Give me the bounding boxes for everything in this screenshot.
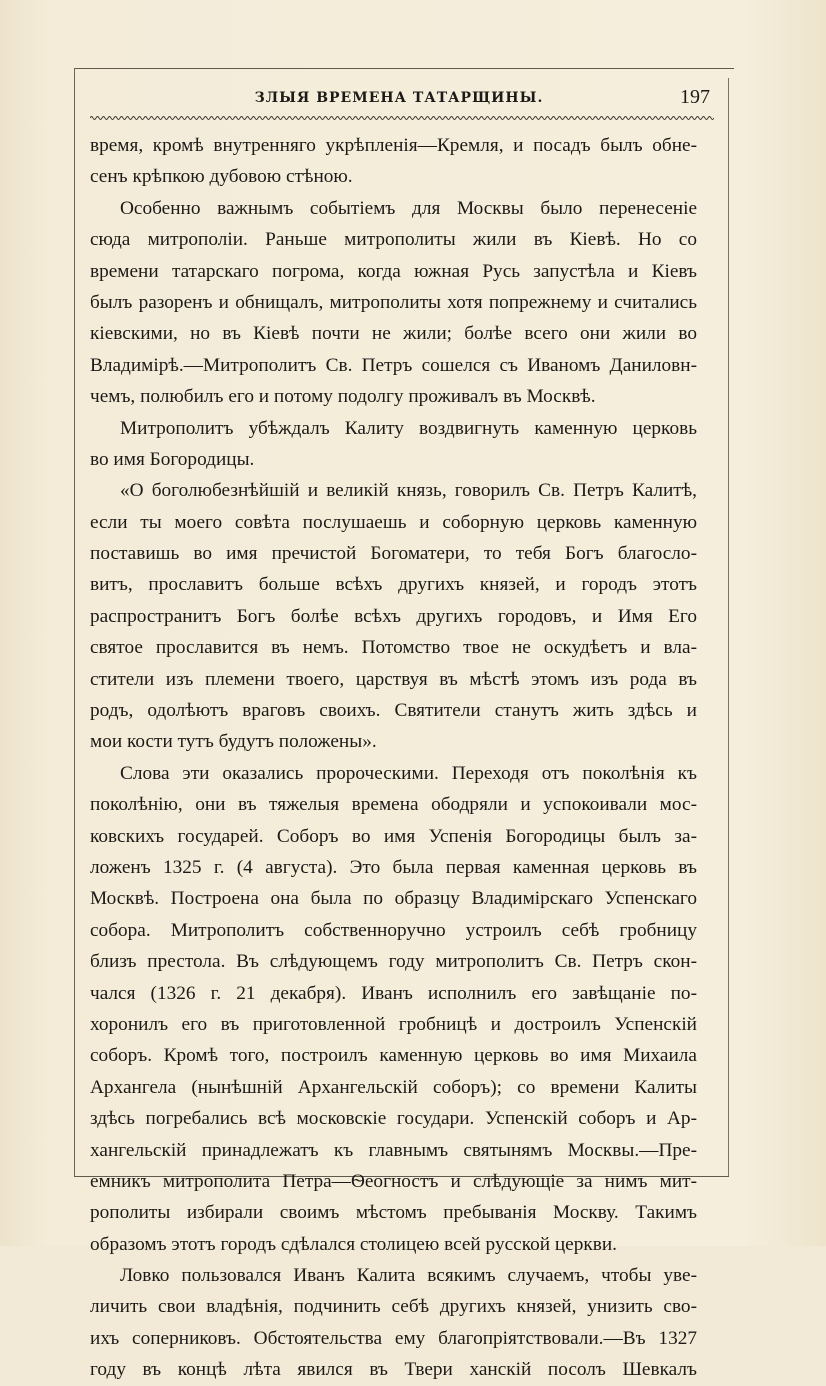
text-line: время, кромѣ внутренняго укрѣпленія—Кремля, и посадъ былъ обне- (90, 135, 697, 156)
text-line: емникъ митрополита Петра—Ѳеогностъ и слѣдующіе за нимъ мит- (90, 1170, 697, 1192)
text-line: родъ, одолѣютъ враговъ своихъ. Святители станутъ жить здѣсь и (90, 700, 697, 722)
text-line: близъ престола. Въ слѣдующемъ году митрополитъ Св. Петръ скон- (90, 951, 697, 973)
text-line: если ты моего совѣта послушаешь и соборную церковь каменную (90, 511, 697, 533)
text-line: «О боголюбезнѣйшій и великій князь, говорилъ Св. Петръ Калитѣ, (120, 480, 697, 502)
frame-top-rule (74, 68, 734, 69)
text-line: Архангела (нынѣшній Архангельскій соборъ); со времени Калиты (90, 1076, 697, 1098)
text-line: мои кости тутъ будутъ положены». (90, 731, 377, 753)
body-text (90, 130, 697, 1386)
text-line: соборъ. Кромѣ того, построилъ каменную церковь во имя Михаила (90, 1045, 697, 1067)
text-line: ихъ соперниковъ. Обстоятельства ему благопріятствовали.—Въ 1327 (90, 1327, 697, 1349)
text-line: Москвѣ. Построена она была по образцу Владимірскаго Успенскаго (90, 888, 697, 910)
text-line: поколѣнію, они въ тяжелыя времена ободряли и успокоивали мос- (90, 794, 697, 816)
running-head (88, 86, 710, 116)
text-line: кіевскими, но въ Кіевѣ почти не жили; болѣе всего они жили во (90, 323, 697, 345)
text-line: образомъ этотъ городъ сдѣлался столицею всей русской церкви. (90, 1233, 617, 1255)
text-line: Владимірѣ.—Митрополитъ Св. Петръ сошелся съ Иваномъ Даниловн- (90, 354, 697, 376)
text-line: поставишь во имя пречистой Богоматери, то тебя Богъ благосло- (90, 543, 697, 565)
text-line: ковскихъ государей. Соборъ во имя Успенія Богородицы былъ за- (90, 825, 697, 847)
text-line: хоронилъ его въ приготовленной гробницѣ и достроилъ Успенскій (90, 1013, 697, 1035)
text-line: сенъ крѣпкою дубовою стѣною. (90, 166, 353, 188)
text-line: Митрополитъ убѣждалъ Калиту воздвигнуть каменную церковь (120, 417, 697, 439)
text-line: чался (1326 г. 21 декабря). Иванъ исполнилъ его завѣщаніе по- (90, 982, 697, 1004)
running-title: ЗЛЫЯ ВРЕМЕНА ТАТАРЩИНЫ. (254, 90, 544, 106)
text-line: сюда митрополіи. Раньше митрополиты жили въ Кіевѣ. Но со (90, 229, 697, 251)
text-line: витъ, прославитъ больше всѣхъ другихъ князей, и городъ этотъ (90, 574, 697, 596)
text-line: времени татарскаго погрома, когда южная Русь запустѣла и Кіевъ (90, 260, 697, 282)
text-line: году въ концѣ лѣта явился въ Твери ханскій посолъ Шевкалъ (90, 1359, 697, 1381)
text-line: стители изъ племени твоего, царствуя въ мѣстѣ этомъ изъ рода въ (90, 668, 697, 690)
text-line: Слова эти оказались пророческими. Переходя отъ поколѣнія къ (120, 762, 697, 784)
frame-right-rule (728, 78, 729, 1176)
text-line: былъ разоренъ и обнищалъ, митрополиты хотя попрежнему и считались (90, 291, 697, 313)
ornamental-wavy-rule (90, 114, 714, 122)
text-line: распространитъ Богъ болѣе всѣхъ другихъ городовъ, и Имя Его (90, 605, 697, 627)
text-line: собора. Митрополитъ собственноручно устроилъ себѣ гробницу (90, 919, 697, 941)
text-line: хангельскій принадлежатъ къ главнымъ святынямъ Москвы.—Пре- (90, 1139, 697, 1161)
text-line: святое прославится въ немъ. Потомство твое не оскудѣетъ и вла- (90, 637, 697, 659)
text-line: Ловко пользовался Иванъ Калита всякимъ случаемъ, чтобы уве- (120, 1265, 697, 1287)
text-line: здѣсь погребались всѣ московскіе государи. Успенскій соборъ и Ар- (90, 1108, 697, 1130)
text-line: личить свои владѣнія, подчинить себѣ другихъ князей, унизить сво- (90, 1296, 697, 1318)
text-line: рополиты избирали своимъ мѣстомъ пребыванія Москву. Такимъ (90, 1202, 697, 1224)
text-line: ложенъ 1325 г. (4 августа). Это была первая каменная церковь въ (90, 856, 697, 878)
text-line: во имя Богородицы. (90, 448, 255, 470)
page-number: 197 (680, 86, 710, 108)
text-line: Особенно важнымъ событіемъ для Москвы было перенесеніе (120, 197, 697, 219)
text-line: чемъ, полюбилъ его и потому подолгу проживалъ въ Москвѣ. (90, 386, 596, 408)
frame-left-rule (74, 68, 75, 1176)
